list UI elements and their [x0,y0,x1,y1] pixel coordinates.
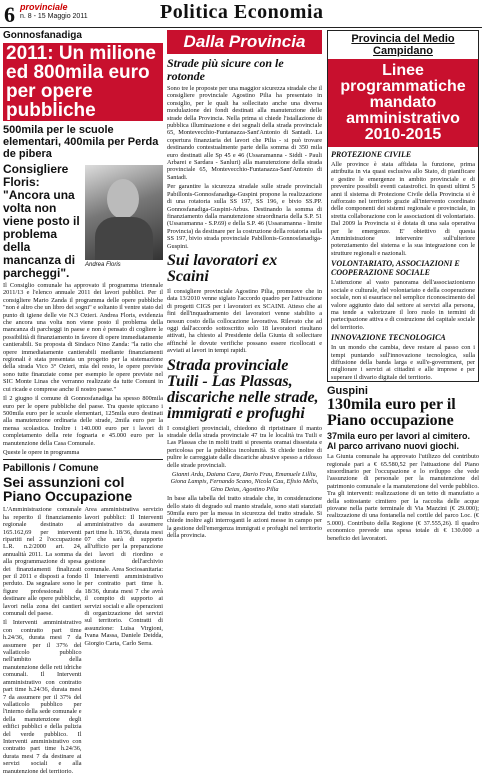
right-column [327,30,479,655]
pull-quote: Consigliere Floris: "Ancora una volta non viene posto il problema della mancanza di parcheggi". [3,162,80,280]
section-title: Politica Economia [160,1,324,23]
divider [3,459,163,460]
signers: Gianni Ardu, Daiana Cara, Dario Frau, Emanuele Lilliu, Giona Lampis, Fernando Scano, Nicola Cau, Efisio Melis, Gino Deias, Agostino Pilia [170,471,319,493]
article-body: Sono tre le proposte per una maggior sicurezza stradale che il consigliere provinciale Agostino Pilia ha presentato in consiglio, per le quali ha sollecitato anche una diversa modulazione dei fondi destinati alla manutenzione delle strade della Provincia. Nella prima si chiede l'istallazione di pubblica illuminazione e dei segnali della strada provinciale 65, Montevecchio-Funtanazza-Sant'Antonio di Santadi. La copertura finanziaria dei lavori che Pilia - si può trovare destinando contestualmente parte della somma di 350 mila euro destinati alle Sp 45 e 46 (Ussaramanna - Siddi - Pauli Arbarei e Sardara - Sanluri) alla manutenzione della strada provinciale 65, Montevecchio-Funtanazza-Sant'Antonio di Santadi. Per garantire la sicurezza stradale sulle strade provinciali Pabillonis-Gonnosfanadiga-Guspini propone la realizzazione di una rotatoria sulla SS 197, SS 196, e bivio SS.PP. Gonnosfanadiga-Guspini-Arbus. Destinando la somma di finanziamento dalla manutenzione straordinaria della S.P. 51 (Ussaramanna - S.P.69) e della S.P. 46 (Ussaramanna - limite Provincia) da destinare per la costruzione della rotatoria sulla SS 197, bivio strada provinciale Pabillonis-Gonnosfanadiga-Guspini. [167,85,322,250]
province-box [327,30,479,382]
section-heading: VOLONTARIATO, ASSOCIAZIONI E COOPERAZIONE SOCIALE [331,259,460,278]
article-body-2: L'Amministrazione comunale ha reperito il finanziamento regionale destinato al 165.162,69 per interventi ripartiti nel 2 l'occupazione L.R. n.2/2000 art. 24, annualità 2011. La somma da alla programmazione di spesa dei finanziamenti finalizzati per il 2011 e disposti a fondo perduto. Da segnalare sono le figure professionali da destinare alle opere pubbliche, lavori nella zona dei cantieri comunali del paese. Il Interventi amministrativo con contratto part time h.24/36, durata mesi 7 da assumere per il 37% del vallaticolo pubblico nell'ambito della manutenzione delle reti idriche comunali. Il Interventi amministrativo con contratto part time h.24/36, durata mesi 7 da assumere per il 37% del vallaticolo pubblico per l'interno della sede comunale e della manutenzione degli edifici pubblici e della pulizia del verde pubblico. Il Interventi amministrativo con contratto part time h.24/36, durata mesi 7 da destinare ai servizi sociali e alla manutenzione del territorio. Area amministrativa servizio lavori pubblici: Il Interventi amministrativo da assumere part time h. 18/36, durata mesi 07 che sarà di supporto all'ufficio per la preparazione dei lavori di riordino e gestione dell'archivio comunale. Area Sociosanitaria: Il Interventi amministrativo per contratto part time h. 18/36, durata mesi 7 che avrà il compito di supporto ai servizi sociali e alle operazioni di organizzazione dei servizi sul territorio. Contratti di assunzione: Luisa Virgioni, Ivana Massa, Daniele Deidda, Giorgio Carta, Carlo Serra. [3,506,164,775]
article-subheadline: 500mila per le scuole elementari, 400mila per Perda de pibera [3,124,159,160]
portrait-photo [85,165,163,260]
article-headline: Sui lavoratori ex Scaini [167,251,278,285]
article-body: L'attenzione al vasto panorama dell'associazionismo sociale e culturale, del volontariato e della cooperazione sociale, non si esaurisce nel semplice riconoscimento del valore aggiunto dato dal settore ai servizi alla persona, ma tende a valorizzare il loro ruolo in termini di partecipazione attiva e di costruzione del capitale sociale del territorio. [331,279,475,331]
masthead-logo: provinciale [20,2,68,12]
issue-date: n. 8 - 15 Maggio 2011 [20,13,88,20]
article-body: In un mondo che cambia, deve restare al passo con i tempi puntando sull'innovazione tecnologica, sulla diffusione della banda larga e sull'e-government, per migliorare i servizi ai cittadini e alle imprese e per superare il divario digitale del territorio. [331,344,475,381]
article-body: La Giunta comunale ha approvato l'utilizzo del contributo regionale pari a € 65.580,52 per l'attuazione del Piano straordinario per l'occupazione e lo sviluppo che vede l'assunzione di personale per la manutenzione del patrimonio comunale e la manutenzione del verde pubblico. Tra gli interventi: realizzazione di un tetto di manufatto a della sottostante cimitero per la raccolta delle acque piovane nella parte terminale di Via Mazzini (€ 29.000); realizzazione di una fontanella nel cortile del parco Loc. (€ 5.000). Contributo della Regione (€ 37.555,26). Il quadro economico prevede una spesa totale di € 130.000 a beneficio dei lavoratori. [327,453,479,542]
article-headline: 130mila euro per il Piano occupazione [327,396,456,430]
box-title: Provincia del Medio Campidano [351,33,455,57]
section-heading: PROTEZIONE CIVILE [331,150,412,159]
page-header [0,0,482,28]
middle-column [167,30,322,655]
article-body: Il consigliere provinciale Agostino Pilia, promuove che in data 13/2010 venne siglato l'accordo quadro per l'attivazione di progetti CIGS per i lavoratori ex SCAINI. Atteso che ai fini dell'inquadramento dei lavoratori venne stabilito a nessun costo della collocazione lavorativa. Rilevato che ad oggi dall'accordo sottoscritto solo 18 lavoratori risultano attivati, ha chiesto al Presidente della Giunta di sollecitare affinché le dovute verifiche possano essere ricollocati e avviati ai lavori in tempi rapidi. [167,287,322,355]
section-banner: Dalla Provincia [167,30,322,54]
article-body: Alle province è stata affidata la funzione, prima attribuita in via quasi esclusiva allo Stato, di pianificare e gestire le emergenze in ambito provinciale e di prevenire possibili eventi catastrofici. In questi ultimi 5 anni il sistema di Protezione Civile della Provincia si è rafforzato nel territorio grazie all'intervento coordinato delle componenti dei sistemi regionale e provinciale, in stretta collaborazione con le associazioni di volontariato. Dal 2009 la Provincia si è dotata di una sala operativa per le emergenze. E' obiettivo di questa Amministrazione intervenire sull'ulteriore potenziamento del sistema e la sua integrazione con le strutture regionali e nazionali. [331,161,475,257]
article-headline: Strada provinciale Tuili - Las Plassas, discariche nelle strade, immigrati e profughi [167,356,319,422]
article-subheadline: 37mila euro per lavori al cimitero. Al parco arrivano nuovi giochi. [327,431,471,452]
left-column [3,30,164,775]
article-headline: 2011: Un milione ed 800mila euro per opere pubbliche [3,43,163,121]
article-kicker-2: Pabillonis / Comune [3,463,99,475]
article-body: I consiglieri provinciali, chiedono di ripristinare il manto stradale della strada provinciale 47 tra le località tra Tuili e Las Plassas che in molti tratti si presenta oramai dissestata e pericolosa per la pubblica incolumità. Si chiede inoltre di pulire le carreggiate dalle discariche abusive spesso a ridosso delle strade provinciali. Gianni Ardu, Daiana Cara, Dario Frau, Emanuele Lilliu, Giona Lampis, Fernando Scano, Nicola Cau, Efisio Melis, Gino Deias, Agostino Pilia In base alla tabella del tratto stradale che, in considerazione dello stato di degrado sul manto stradale, sono stati stanziati 50mila euro per la messa in sicurezza del tratto stradale. Si chiede inoltre agli interroganti le azioni messe in campo per la gestione dell'emergenza immigrati e profughi nel territorio della provincia. [167,424,322,540]
page-number: 6 [4,2,15,27]
article-kicker: Guspini [327,385,368,398]
photo-caption: Andrea Floris [85,262,121,268]
section-heading: INNOVAZIONE TECNOLOGICA [331,333,446,343]
box-headline: Linee programmatiche mandato amministrativo 2010-2015 [328,59,478,147]
article-headline: Strade più sicure con le rotonde [167,56,284,83]
article-headline-2: Sei assunzioni col Piano Occupazione [3,474,133,505]
article-kicker: Gonnosfanadiga [3,30,82,41]
article-body: Il Consiglio comunale ha approvato il programma triennale 2011/13 e l'elenco annuale 2011 dei lavori pubblici. Per il consigliere Mario Zanda il programma delle opere pubbliche "non è altro che un libro dei sogni" e soltanto il ventre stato del punto di igiene delle vie N.3 Ozieri. Andrea Floris, evidenzia che ancora una volta non viene posto il problema della mancanza di parcheggi in paese e non è pensato di cogliere le possibilità di finanziamento in favore di opere immediatamente cantierabili. Su proposta di Sindaco Nino Zanda: "la ratio che opere immediatamente cantierabili mediante finanziamenti regionali è stata presentata un progetto per la sistemazione della strada Vico 3° Ozieri, mia del resto, le opere previste sono tutte finanziate come per esempio le opere previste nel SIC Monte Linas che verranno realizzate da tutte Comuni in cui ricade e comprese anche il nostro paese." Il 2 giugno il comune di Gonnosfanadiga ha spesso 800mila euro per le opere pubbliche del paese. Tra queste spiccano i 500mila euro per le scuole elementari, 125mila euro destinati alla manutenzione ordinaria delle strade, 2mila euro per la mensa scolastica. Inoltre i 140.000 euro per i lavori di completamento della rete fognaria e 45.000 euro per la manutenzione della Casa Comunale. Queste le opere in programma [3,282,163,456]
